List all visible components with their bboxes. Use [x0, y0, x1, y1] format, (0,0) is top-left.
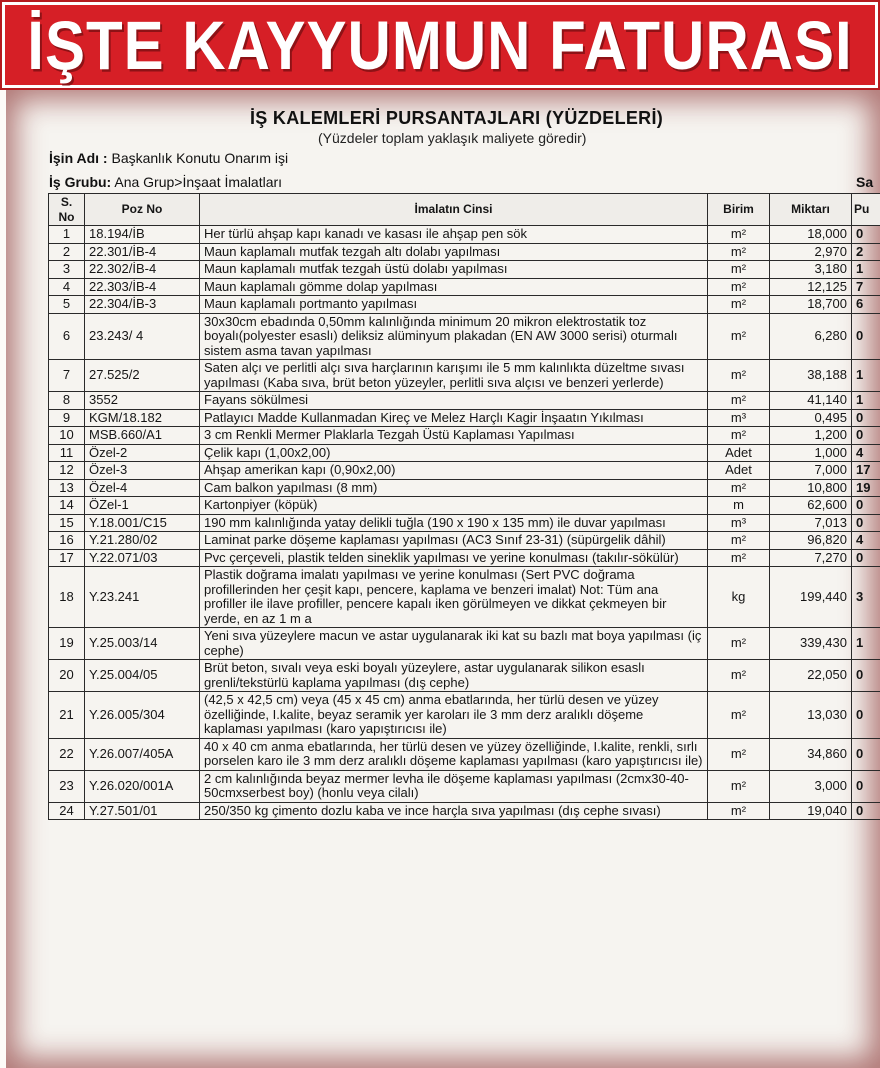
- table-row: [49, 514, 880, 532]
- cell-unit: m²: [708, 549, 770, 567]
- table-row: [49, 532, 880, 550]
- table-row: [49, 261, 880, 279]
- cell-description: Yeni sıva yüzeylere macun ve astar uygulanarak iki kat su bazlı mat boya yapılması (iç cephe): [200, 628, 708, 660]
- cell-quantity: 3,180: [770, 261, 852, 279]
- cell-percent: 0: [852, 738, 880, 770]
- cell-description: Laminat parke döşeme kaplaması yapılması (AC3 Sınıf 23-31) (süpürgelik dâhil): [200, 532, 708, 550]
- cell-quantity: 13,030: [770, 692, 852, 739]
- cell-quantity: 1,000: [770, 444, 852, 462]
- cell-description: Cam balkon yapılması (8 mm): [200, 479, 708, 497]
- cell-no: 3: [49, 261, 85, 279]
- table-row: [49, 462, 880, 480]
- cell-unit: m²: [708, 313, 770, 360]
- cell-no: 10: [49, 427, 85, 445]
- cell-unit: Adet: [708, 444, 770, 462]
- cell-unit: m²: [708, 261, 770, 279]
- cell-description: Fayans sökülmesi: [200, 392, 708, 410]
- table-row: [49, 549, 880, 567]
- cell-percent: 0: [852, 427, 880, 445]
- cell-percent: 0: [852, 226, 880, 244]
- cell-quantity: 41,140: [770, 392, 852, 410]
- document-subtitle: (Yüzdeler toplam yaklaşık maliyete göredir): [318, 130, 587, 146]
- table-row: [49, 497, 880, 515]
- cell-description: 190 mm kalınlığında yatay delikli tuğla (190 x 190 x 135 mm) ile duvar yapılması: [200, 514, 708, 532]
- cell-poz: Y.23.241: [85, 567, 200, 628]
- cell-quantity: 0,495: [770, 409, 852, 427]
- cell-percent: 1: [852, 628, 880, 660]
- cell-poz: Y.18.001/C15: [85, 514, 200, 532]
- cell-percent: 1: [852, 392, 880, 410]
- cell-no: 15: [49, 514, 85, 532]
- cell-quantity: 10,800: [770, 479, 852, 497]
- cell-quantity: 7,000: [770, 462, 852, 480]
- cell-poz: Y.26.005/304: [85, 692, 200, 739]
- cell-unit: m²: [708, 392, 770, 410]
- cell-no: 22: [49, 738, 85, 770]
- cell-quantity: 19,040: [770, 802, 852, 820]
- cell-no: 12: [49, 462, 85, 480]
- cell-quantity: 7,013: [770, 514, 852, 532]
- table-row: [49, 770, 880, 802]
- cell-poz: 27.525/2: [85, 360, 200, 392]
- cell-no: 23: [49, 770, 85, 802]
- cell-no: 19: [49, 628, 85, 660]
- cell-description: (42,5 x 42,5 cm) veya (45 x 45 cm) anma ebatlarında, her türlü desen ve yüzey özelliğinde, I.kalite, beyaz seramik yer karoları ile 3 mm derz aralıklı döşeme kaplaması yapılması (karo yapıştırıcısı ile): [200, 692, 708, 739]
- cell-no: 20: [49, 660, 85, 692]
- cell-unit: m²: [708, 243, 770, 261]
- cell-percent: 3: [852, 567, 880, 628]
- cell-poz: Y.27.501/01: [85, 802, 200, 820]
- cell-percent: 19: [852, 479, 880, 497]
- cell-no: 1: [49, 226, 85, 244]
- cell-quantity: 62,600: [770, 497, 852, 515]
- cell-unit: m²: [708, 802, 770, 820]
- cell-percent: 2: [852, 243, 880, 261]
- cell-quantity: 2,970: [770, 243, 852, 261]
- cell-description: 30x30cm ebadında 0,50mm kalınlığında minimum 20 mikron elektrostatik toz boyalı(polyester esaslı) deliksiz alüminyum plakadan (EN AW 3000 serisi) oturmalı sistem asma tavan yapılması: [200, 313, 708, 360]
- cell-no: 16: [49, 532, 85, 550]
- job-group-line: [49, 174, 282, 190]
- cell-quantity: 339,430: [770, 628, 852, 660]
- table-row: [49, 296, 880, 314]
- cell-description: Maun kaplamalı gömme dolap yapılması: [200, 278, 708, 296]
- header-description: İmalatın Cinsi: [200, 194, 708, 226]
- cell-poz: 22.302/İB-4: [85, 261, 200, 279]
- cell-poz: Y.26.020/001A: [85, 770, 200, 802]
- table-row: [49, 567, 880, 628]
- cell-poz: Özel-3: [85, 462, 200, 480]
- cell-unit: m²: [708, 738, 770, 770]
- cell-no: 18: [49, 567, 85, 628]
- document-title: İŞ KALEMLERİ PURSANTAJLARI (YÜZDELERİ): [250, 108, 664, 128]
- table-row: [49, 628, 880, 660]
- cell-quantity: 3,000: [770, 770, 852, 802]
- cell-quantity: 34,860: [770, 738, 852, 770]
- cell-no: 8: [49, 392, 85, 410]
- cell-quantity: 1,200: [770, 427, 852, 445]
- table-row: [49, 313, 880, 360]
- table-row: [49, 479, 880, 497]
- cell-no: 21: [49, 692, 85, 739]
- cell-description: Kartonpiyer (köpük): [200, 497, 708, 515]
- cell-no: 9: [49, 409, 85, 427]
- cell-percent: 1: [852, 360, 880, 392]
- headline-banner: [2, 2, 878, 88]
- cell-unit: Adet: [708, 462, 770, 480]
- cell-percent: 17: [852, 462, 880, 480]
- cell-unit: m: [708, 497, 770, 515]
- table-row: [49, 692, 880, 739]
- cell-quantity: 199,440: [770, 567, 852, 628]
- cell-unit: m²: [708, 226, 770, 244]
- cell-quantity: 7,270: [770, 549, 852, 567]
- table-header-row: [49, 194, 880, 226]
- cell-poz: 22.304/İB-3: [85, 296, 200, 314]
- cell-poz: 3552: [85, 392, 200, 410]
- cell-percent: 0: [852, 802, 880, 820]
- cell-no: 4: [49, 278, 85, 296]
- cell-quantity: 6,280: [770, 313, 852, 360]
- cut-off-column-label: Sa: [856, 174, 874, 190]
- cell-description: 40 x 40 cm anma ebatlarında, her türlü desen ve yüzey özelliğinde, I.kalite, renkli, sırlı porselen karo ile 3 mm derz aralıklı döşeme kaplaması yapılması (karo yapıştırıcısı ile): [200, 738, 708, 770]
- header-poz: Poz No: [85, 194, 200, 226]
- cell-percent: 0: [852, 497, 880, 515]
- cell-unit: m²: [708, 660, 770, 692]
- cell-no: 11: [49, 444, 85, 462]
- table-row: [49, 409, 880, 427]
- cell-percent: 1: [852, 261, 880, 279]
- header-quantity: Miktarı: [770, 194, 852, 226]
- cell-poz: 22.303/İB-4: [85, 278, 200, 296]
- cell-percent: 0: [852, 549, 880, 567]
- cell-percent: 4: [852, 532, 880, 550]
- cell-percent: 0: [852, 409, 880, 427]
- cell-no: 6: [49, 313, 85, 360]
- cell-poz: Y.22.071/03: [85, 549, 200, 567]
- cell-no: 7: [49, 360, 85, 392]
- cell-percent: 0: [852, 514, 880, 532]
- cell-poz: Y.25.003/14: [85, 628, 200, 660]
- table-row: [49, 226, 880, 244]
- cell-description: Plastik doğrama imalatı yapılması ve yerine konulması (Sert PVC doğrama profillerinden her çeşit kapı, pencere, kaplama ve benzeri imalat) Not: Tüm ana profiller ile ilave profiller, pencere kapalı iken görülmeyen ve dikkat çekmeyen bir yerde, en az 1 m a: [200, 567, 708, 628]
- table-row: [49, 278, 880, 296]
- header-no: S. No: [49, 194, 85, 226]
- cell-unit: m²: [708, 427, 770, 445]
- cell-description: 3 cm Renkli Mermer Plaklarla Tezgah Üstü Kaplaması Yapılması: [200, 427, 708, 445]
- cell-unit: m²: [708, 479, 770, 497]
- cell-quantity: 18,700: [770, 296, 852, 314]
- job-group-label: İş Grubu:: [49, 174, 112, 190]
- job-name-value: Başkanlık Konutu Onarım işi: [111, 150, 289, 166]
- cell-quantity: 38,188: [770, 360, 852, 392]
- cell-poz: ÖZel-1: [85, 497, 200, 515]
- cell-percent: 6: [852, 296, 880, 314]
- cell-percent: 0: [852, 692, 880, 739]
- cell-description: Patlayıcı Madde Kullanmadan Kireç ve Melez Harçlı Kagir İnşaatın Yıkılması: [200, 409, 708, 427]
- table-row: [49, 802, 880, 820]
- cell-percent: 4: [852, 444, 880, 462]
- cell-no: 13: [49, 479, 85, 497]
- table-row: [49, 243, 880, 261]
- cell-percent: 0: [852, 770, 880, 802]
- cell-description: Maun kaplamalı portmanto yapılması: [200, 296, 708, 314]
- cell-description: 2 cm kalınlığında beyaz mermer levha ile döşeme kaplaması yapılması (2cmx30-40-50cmxserbest boy) (honlu veya cilalı): [200, 770, 708, 802]
- cell-poz: KGM/18.182: [85, 409, 200, 427]
- cell-quantity: 22,050: [770, 660, 852, 692]
- cell-poz: Özel-2: [85, 444, 200, 462]
- cell-no: 5: [49, 296, 85, 314]
- cell-unit: m²: [708, 278, 770, 296]
- cell-no: 14: [49, 497, 85, 515]
- cell-unit: m²: [708, 692, 770, 739]
- cell-unit: m²: [708, 628, 770, 660]
- cell-quantity: 12,125: [770, 278, 852, 296]
- cell-unit: m³: [708, 409, 770, 427]
- table-row: [49, 360, 880, 392]
- table-row: [49, 660, 880, 692]
- cell-description: Maun kaplamalı mutfak tezgah üstü dolabı yapılması: [200, 261, 708, 279]
- cell-description: 250/350 kg çimento dozlu kaba ve ince harçla sıva yapılması (dış cephe sıvası): [200, 802, 708, 820]
- cell-poz: 22.301/İB-4: [85, 243, 200, 261]
- table-row: [49, 738, 880, 770]
- cell-unit: m²: [708, 770, 770, 802]
- table-row: [49, 392, 880, 410]
- cell-poz: 23.243/ 4: [85, 313, 200, 360]
- cell-unit: m²: [708, 296, 770, 314]
- job-group-value: Ana Grup>İnşaat İmalatları: [114, 174, 283, 190]
- cell-description: Saten alçı ve perlitli alçı sıva harçlarının karışımı ile 5 mm kalınlıkta düzeltme sıvası yapılması (Kaba sıva, brüt beton yüzeyler, perlitli sıva alçısı ve benzeri yerlerde): [200, 360, 708, 392]
- cell-no: 24: [49, 802, 85, 820]
- header-cut: Pu: [852, 194, 880, 226]
- cell-unit: m²: [708, 360, 770, 392]
- cell-poz: MSB.660/A1: [85, 427, 200, 445]
- cell-description: Her türlü ahşap kapı kanadı ve kasası ile ahşap pen sök: [200, 226, 708, 244]
- cell-quantity: 96,820: [770, 532, 852, 550]
- table-row: [49, 444, 880, 462]
- cell-quantity: 18,000: [770, 226, 852, 244]
- table-row: [49, 427, 880, 445]
- cell-percent: 0: [852, 313, 880, 360]
- cell-percent: 7: [852, 278, 880, 296]
- cell-description: Çelik kapı (1,00x2,00): [200, 444, 708, 462]
- cell-poz: 18.194/İB: [85, 226, 200, 244]
- work-items-table: [48, 193, 880, 820]
- cell-description: Maun kaplamalı mutfak tezgah altı dolabı yapılması: [200, 243, 708, 261]
- cell-poz: Özel-4: [85, 479, 200, 497]
- cell-no: 17: [49, 549, 85, 567]
- cell-poz: Y.26.007/405A: [85, 738, 200, 770]
- header-unit: Birim: [708, 194, 770, 226]
- headline: İŞTE KAYYUMUN FATURASI: [27, 6, 853, 84]
- cell-poz: Y.25.004/05: [85, 660, 200, 692]
- cell-poz: Y.21.280/02: [85, 532, 200, 550]
- job-name-label: İşin Adı :: [49, 150, 108, 166]
- cell-description: Pvc çerçeveli, plastik telden sineklik yapılması ve yerine konulması (takılır-sökülür): [200, 549, 708, 567]
- cell-description: Ahşap amerikan kapı (0,90x2,00): [200, 462, 708, 480]
- cell-unit: m³: [708, 514, 770, 532]
- cell-description: Brüt beton, sıvalı veya eski boyalı yüzeylere, astar uygulanarak silikon esaslı grenli/tekstürlü kaplama yapılması (dış cephe): [200, 660, 708, 692]
- cell-unit: kg: [708, 567, 770, 628]
- cell-no: 2: [49, 243, 85, 261]
- job-name-line: [49, 150, 288, 166]
- cell-percent: 0: [852, 660, 880, 692]
- cell-unit: m²: [708, 532, 770, 550]
